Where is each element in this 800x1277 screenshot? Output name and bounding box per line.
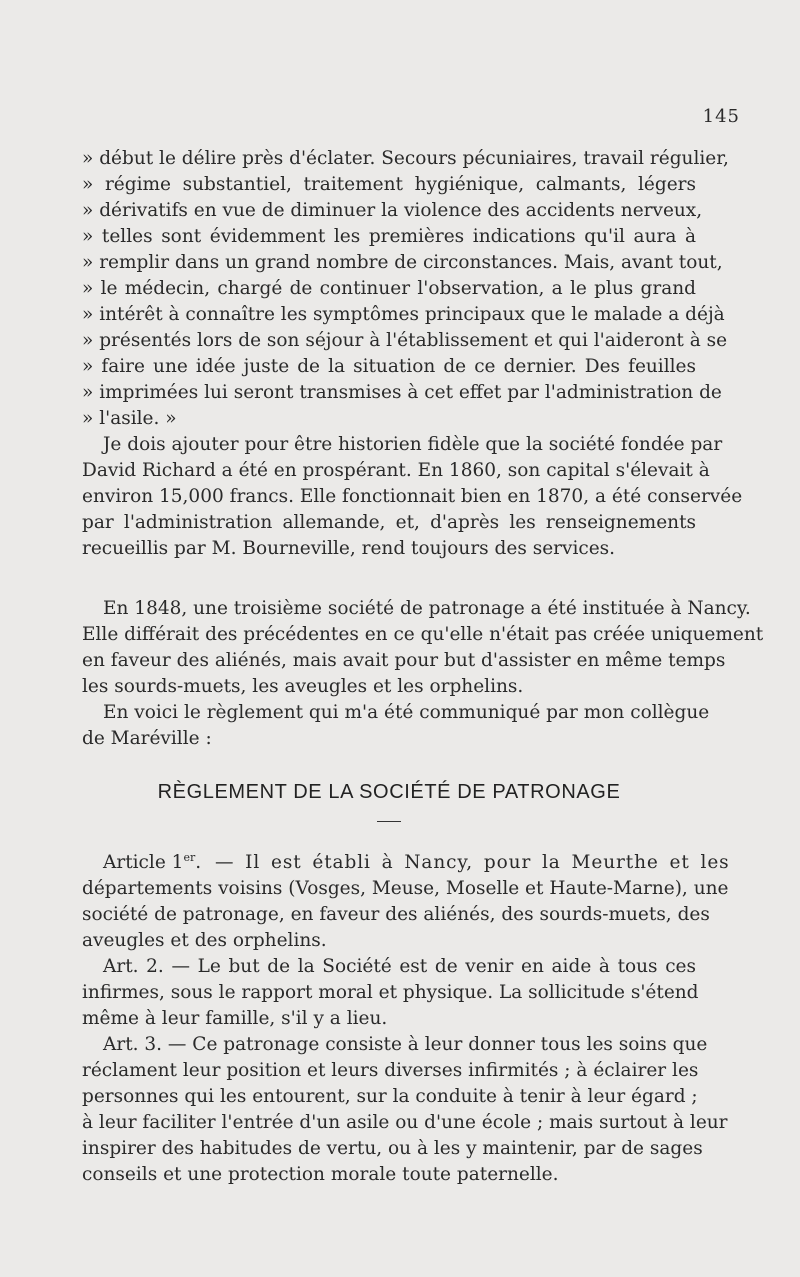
article-1-period: . — [195, 852, 202, 873]
text-line: Je dois ajouter pour être historien fidèle que la société fondée par — [103, 434, 723, 455]
text-line: à leur faciliter l'entrée d'un asile ou d'une école ; mais surtout à leur — [82, 1112, 728, 1133]
text-line: » le médecin, chargé de continuer l'observation, a le plus grand — [82, 278, 696, 299]
text-line: Art. 2. — Le but de la Société est de venir en aide à tous ces — [103, 956, 696, 977]
text-line: les sourds-muets, les aveugles et les orphelins. — [82, 676, 524, 697]
text-line: » régime substantiel, traitement hygiénique, calmants, légers — [82, 174, 696, 195]
text-line: réclament leur position et leurs diverses infirmités ; à éclairer les — [82, 1060, 699, 1081]
text-line: » dérivatifs en vue de diminuer la violence des accidents nerveux, — [82, 200, 703, 221]
text-line: » début le délire près d'éclater. Secours pécuniaires, travail régulier, — [82, 148, 729, 169]
text-line: — Il est établi à Nancy, pour la Meurthe et les — [215, 852, 730, 873]
article-1-label: Article 1 — [103, 852, 184, 873]
text-line: recueillis par M. Bourneville, rend toujours des services. — [82, 538, 616, 559]
text-line: personnes qui les entourent, sur la conduite à tenir à leur égard ; — [82, 1086, 698, 1107]
article-1-superscript: er — [183, 850, 196, 864]
text-line: En 1848, une troisième société de patronage a été instituée à Nancy. — [103, 598, 751, 619]
text-line: » telles sont évidemment les premières indications qu'il aura à — [82, 226, 696, 247]
article-1-first-line — [103, 850, 730, 876]
text-line: » l'asile. » — [82, 408, 177, 429]
text-line: » imprimées lui seront transmises à cet effet par l'administration de — [82, 382, 722, 403]
text-line: » intérêt à connaître les symptômes principaux que le malade a déjà — [82, 304, 725, 325]
text-line: inspirer des habitudes de vertu, ou à les y maintenir, par de sages — [82, 1138, 703, 1159]
section-heading: RÈGLEMENT DE LA SOCIÉTÉ DE PATRONAGE — [157, 781, 621, 803]
text-line: même à leur famille, s'il y a lieu. — [82, 1008, 388, 1029]
text-line: » faire une idée juste de la situation de ce dernier. Des feuilles — [82, 356, 696, 377]
text-line: conseils et une protection morale toute paternelle. — [82, 1164, 559, 1185]
text-line: en faveur des aliénés, mais avait pour but d'assister en même temps — [82, 650, 726, 671]
page-number: 145 — [702, 106, 740, 127]
text-line: départements voisins (Vosges, Meuse, Moselle et Haute-Marne), une — [82, 878, 729, 899]
text-line: société de patronage, en faveur des aliénés, des sourds-muets, des — [82, 904, 710, 925]
text-line: Art. 3. — Ce patronage consiste à leur donner tous les soins que — [103, 1034, 708, 1055]
text-line: environ 15,000 francs. Elle fonctionnait bien en 1870, a été conservée — [82, 486, 743, 507]
text-line: En voici le règlement qui m'a été communiqué par mon collègue — [103, 702, 710, 723]
heading-divider — [377, 821, 401, 822]
text-line: de Maréville : — [82, 728, 212, 749]
text-line: infirmes, sous le rapport moral et physique. La sollicitude s'étend — [82, 982, 699, 1003]
text-line: David Richard a été en prospérant. En 1860, son capital s'élevait à — [82, 460, 710, 481]
text-line: » remplir dans un grand nombre de circonstances. Mais, avant tout, — [82, 252, 723, 273]
text-line: » présentés lors de son séjour à l'établissement et qui l'aideront à se — [82, 330, 728, 351]
text-line: aveugles et des orphelins. — [82, 930, 327, 951]
text-line: Elle différait des précédentes en ce qu'elle n'était pas créée uniquement — [82, 624, 764, 645]
text-line: par l'administration allemande, et, d'après les renseignements — [82, 512, 696, 533]
